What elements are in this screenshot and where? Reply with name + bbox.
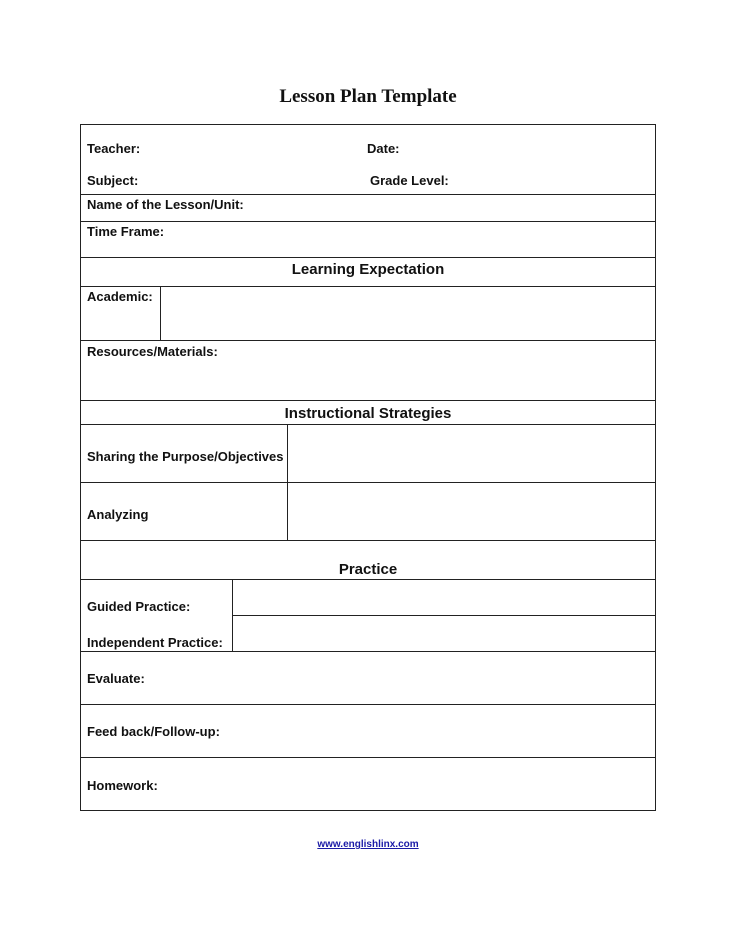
independent-practice-field[interactable] xyxy=(234,617,654,649)
row-divider xyxy=(232,615,656,616)
homework-label: Homework: xyxy=(87,778,158,793)
row-divider xyxy=(80,286,656,287)
feedback-label: Feed back/Follow-up: xyxy=(87,724,220,739)
sharing-purpose-label: Sharing the Purpose/Objectives xyxy=(87,449,284,464)
date-field[interactable] xyxy=(405,136,645,158)
guided-practice-label: Guided Practice: xyxy=(87,599,191,614)
grade-level-field[interactable] xyxy=(450,168,645,190)
column-divider xyxy=(160,286,161,340)
column-divider xyxy=(287,424,288,540)
row-divider xyxy=(80,579,656,580)
sharing-purpose-field[interactable] xyxy=(289,426,654,480)
teacher-field[interactable] xyxy=(150,136,350,158)
subject-label: Subject: xyxy=(87,173,139,188)
academic-label: Academic: xyxy=(87,289,153,304)
analyzing-field[interactable] xyxy=(289,484,654,538)
resources-field[interactable] xyxy=(82,362,654,398)
row-divider xyxy=(80,194,656,195)
row-divider xyxy=(80,400,656,401)
lesson-name-field[interactable] xyxy=(250,196,650,218)
subject-field[interactable] xyxy=(150,168,350,190)
evaluate-label: Evaluate: xyxy=(87,671,145,686)
row-divider xyxy=(80,540,656,541)
evaluate-field[interactable] xyxy=(160,653,654,702)
row-divider xyxy=(80,704,656,705)
time-frame-field[interactable] xyxy=(170,223,650,253)
row-divider xyxy=(80,221,656,222)
row-divider xyxy=(80,757,656,758)
academic-field[interactable] xyxy=(162,288,654,338)
guided-practice-field[interactable] xyxy=(234,581,654,613)
feedback-field[interactable] xyxy=(230,706,654,755)
row-divider xyxy=(80,424,656,425)
resources-label: Resources/Materials: xyxy=(87,344,218,359)
teacher-label: Teacher: xyxy=(87,141,141,156)
independent-practice-label: Independent Practice: xyxy=(87,635,223,650)
instructional-strategies-heading: Instructional Strategies xyxy=(284,405,452,422)
row-divider xyxy=(80,482,656,483)
time-frame-label: Time Frame: xyxy=(87,224,165,239)
column-divider xyxy=(232,579,233,651)
lesson-name-label: Name of the Lesson/Unit: xyxy=(87,197,244,212)
analyzing-label: Analyzing xyxy=(87,507,149,522)
row-divider xyxy=(80,257,656,258)
row-divider xyxy=(80,651,656,652)
grade-level-label: Grade Level: xyxy=(370,173,449,188)
homework-field[interactable] xyxy=(170,759,654,809)
learning-expectation-heading: Learning Expectation xyxy=(291,261,445,278)
practice-heading: Practice xyxy=(338,561,398,578)
footer-link[interactable]: www.englishlinx.com xyxy=(317,839,419,850)
page-title: Lesson Plan Template xyxy=(279,86,457,107)
date-label: Date: xyxy=(367,141,400,156)
row-divider xyxy=(80,340,656,341)
